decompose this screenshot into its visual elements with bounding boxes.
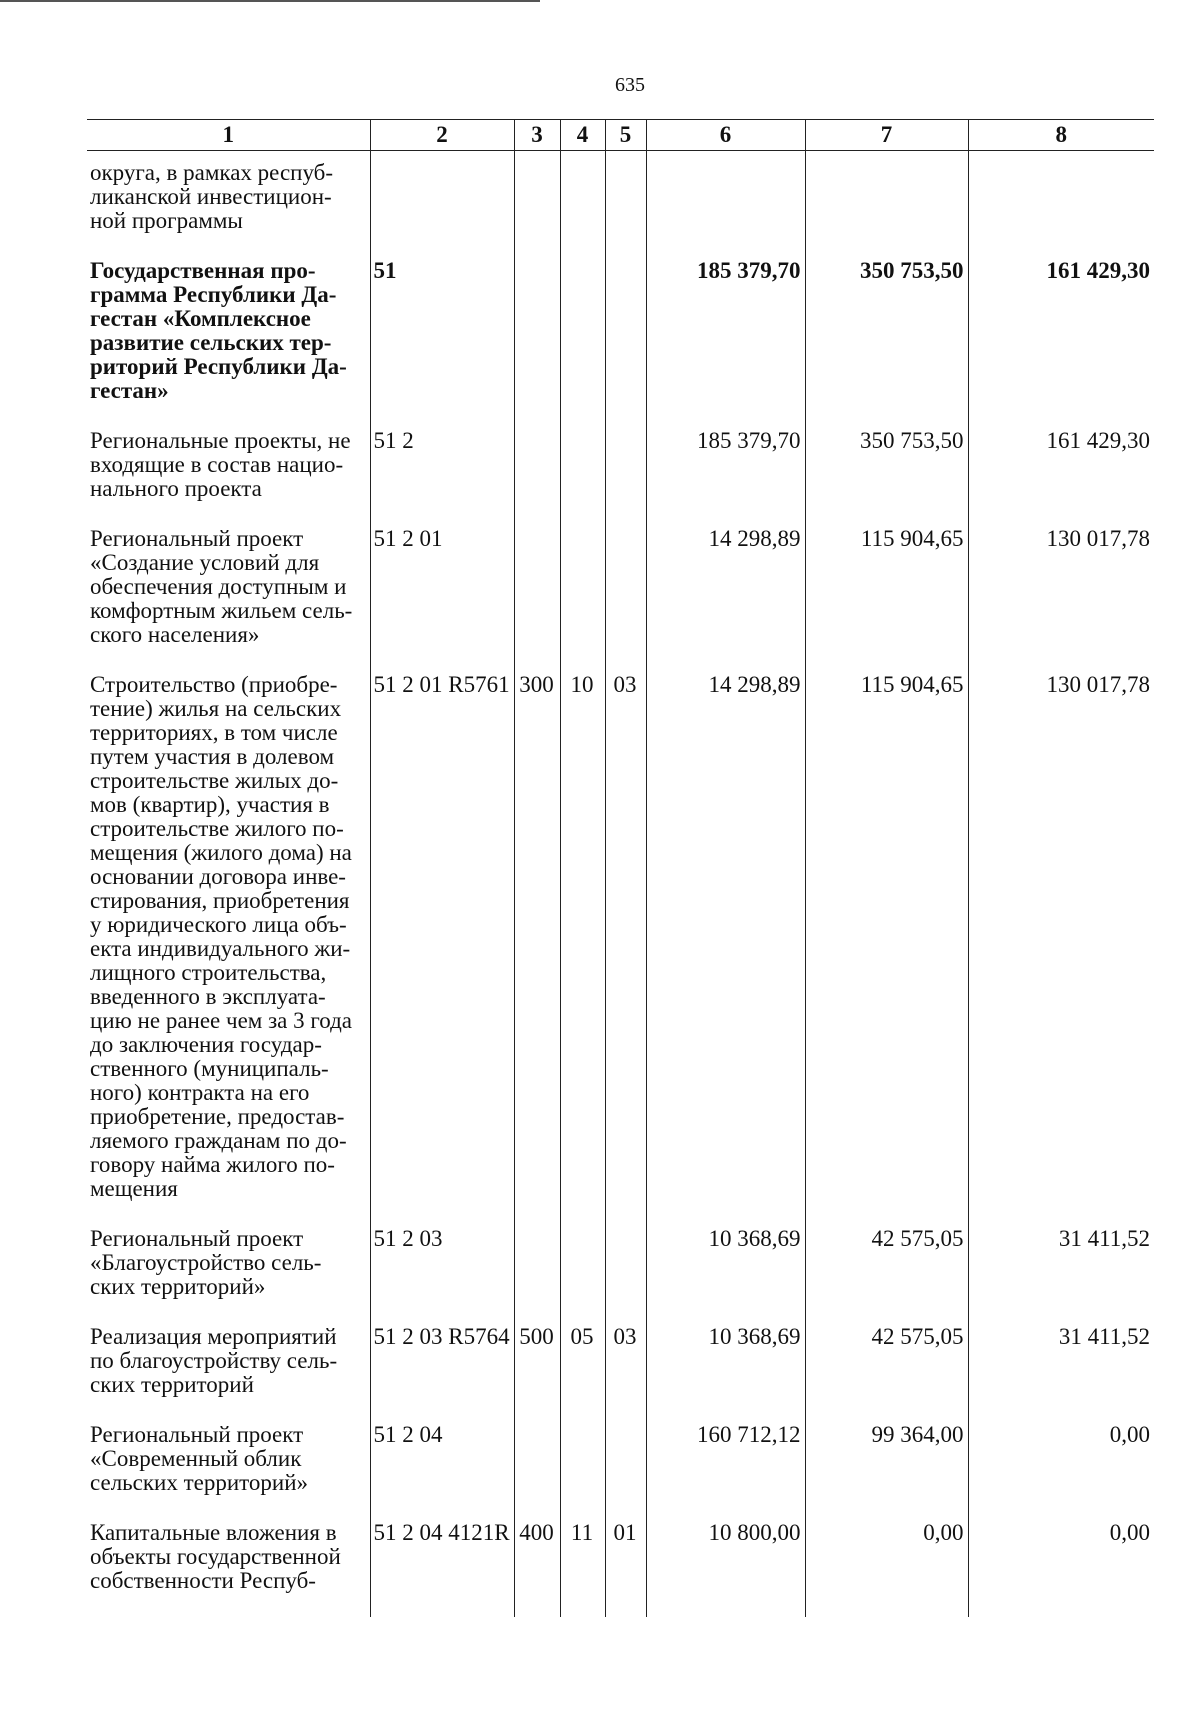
subsection: 03: [605, 661, 646, 1215]
section: [560, 151, 605, 248]
target-code: 51 2 03 R5764: [370, 1313, 514, 1411]
item-name: Региональный проект «Современный облик сельских территорий»: [90, 1422, 309, 1495]
item-name: Региональные проекты, не входящие в состав нацио- нального проекта: [90, 428, 351, 501]
amount-col-6: 10 368,69: [646, 1313, 805, 1411]
target-code: 51 2 01: [370, 515, 514, 661]
amount-col-7: 42 575,05: [805, 1215, 968, 1313]
item-name: Государственная про- грамма Республики Да- гестан «Комплексное развитие сельских тер- риторий Республики Да- гестан»: [90, 258, 347, 403]
item-name: Капитальные вложения в объекты государственной собственности Респуб-: [90, 1520, 341, 1593]
section: 05: [560, 1313, 605, 1411]
header-col-3: 3: [514, 120, 560, 151]
table-row: [87, 661, 1154, 1215]
item-name: Реализация мероприятий по благоустройству сель- ских территорий: [90, 1324, 338, 1397]
subsection: 01: [605, 1509, 646, 1617]
target-code: 51 2 04: [370, 1411, 514, 1509]
section: [560, 247, 605, 417]
target-code: 51 2: [370, 417, 514, 515]
amount-col-8: 130 017,78: [968, 661, 1154, 1215]
expense-type: 400: [514, 1509, 560, 1617]
expense-type: [514, 1215, 560, 1313]
expense-type: 500: [514, 1313, 560, 1411]
expense-type: 300: [514, 661, 560, 1215]
amount-col-7: 115 904,65: [805, 515, 968, 661]
section: [560, 1215, 605, 1313]
amount-col-6: 160 712,12: [646, 1411, 805, 1509]
table-row: [87, 417, 1154, 515]
expense-type: [514, 247, 560, 417]
amount-col-8: 31 411,52: [968, 1313, 1154, 1411]
amount-col-7: [805, 151, 968, 248]
header-col-2: 2: [370, 120, 514, 151]
target-code: 51 2 01 R5761: [370, 661, 514, 1215]
item-name: Строительство (приобре- тение) жилья на сельских территориях, в том числе путем участия в долевом строительстве жилых до- мов (квартир), участия в строительстве жилого по- мещения (жилого дома) на основании договора инве- стирования, приобретения у юридического лица объ- екта индивидуального жи- лищного строительства, введенного в эксплуата- цию не ранее чем за 3 года до заключения государ- ственного (муниципаль- ного) контракта на его приобретение, предостав- ляемого гражданам по до- говору найма жилого по- мещения: [90, 672, 352, 1201]
subsection: [605, 1411, 646, 1509]
amount-col-6: 14 298,89: [646, 515, 805, 661]
subsection: [605, 417, 646, 515]
amount-col-6: 185 379,70: [646, 247, 805, 417]
amount-col-8: 31 411,52: [968, 1215, 1154, 1313]
table-row: [87, 1313, 1154, 1411]
section: [560, 417, 605, 515]
amount-col-7: 350 753,50: [805, 247, 968, 417]
amount-col-8: 130 017,78: [968, 515, 1154, 661]
amount-col-7: 115 904,65: [805, 661, 968, 1215]
expense-type: [514, 1411, 560, 1509]
amount-col-6: 185 379,70: [646, 417, 805, 515]
table-row: [87, 1411, 1154, 1509]
amount-col-8: [968, 151, 1154, 248]
item-name: Региональный проект «Создание условий для обеспечения доступным и комфортным жильем сель- ского населения»: [90, 526, 353, 647]
subsection: [605, 151, 646, 248]
table-row: [87, 151, 1154, 248]
target-code: [370, 151, 514, 248]
expense-type: [514, 515, 560, 661]
amount-col-6: 10 368,69: [646, 1215, 805, 1313]
table-row: [87, 247, 1154, 417]
item-name: Региональный проект «Благоустройство сель- ских территорий»: [90, 1226, 322, 1299]
header-col-5: 5: [605, 120, 646, 151]
amount-col-6: [646, 151, 805, 248]
header-col-1: 1: [87, 120, 370, 151]
target-code: 51 2 03: [370, 1215, 514, 1313]
header-col-4: 4: [560, 120, 605, 151]
section: 10: [560, 661, 605, 1215]
subsection: 03: [605, 1313, 646, 1411]
subsection: [605, 515, 646, 661]
section: [560, 1411, 605, 1509]
amount-col-8: 0,00: [968, 1509, 1154, 1617]
header-col-6: 6: [646, 120, 805, 151]
top-rule: [0, 0, 540, 2]
amount-col-7: 42 575,05: [805, 1313, 968, 1411]
header-row: [87, 120, 1154, 151]
item-name: округа, в рамках респуб- ликанской инвестицион- ной программы: [90, 160, 334, 233]
amount-col-6: 10 800,00: [646, 1509, 805, 1617]
amount-col-7: 0,00: [805, 1509, 968, 1617]
page-number: 635: [615, 74, 645, 96]
target-code: 51 2 04 4121R: [370, 1509, 514, 1617]
section: 11: [560, 1509, 605, 1617]
table-row: [87, 1509, 1154, 1617]
expense-type: [514, 417, 560, 515]
table-row: [87, 515, 1154, 661]
amount-col-8: 0,00: [968, 1411, 1154, 1509]
budget-table: [87, 119, 1154, 1617]
subsection: [605, 1215, 646, 1313]
table-row: [87, 1215, 1154, 1313]
subsection: [605, 247, 646, 417]
amount-col-7: 350 753,50: [805, 417, 968, 515]
amount-col-8: 161 429,30: [968, 417, 1154, 515]
header-col-7: 7: [805, 120, 968, 151]
amount-col-7: 99 364,00: [805, 1411, 968, 1509]
target-code: 51: [370, 247, 514, 417]
section: [560, 515, 605, 661]
expense-type: [514, 151, 560, 248]
header-col-8: 8: [968, 120, 1154, 151]
amount-col-6: 14 298,89: [646, 661, 805, 1215]
amount-col-8: 161 429,30: [968, 247, 1154, 417]
